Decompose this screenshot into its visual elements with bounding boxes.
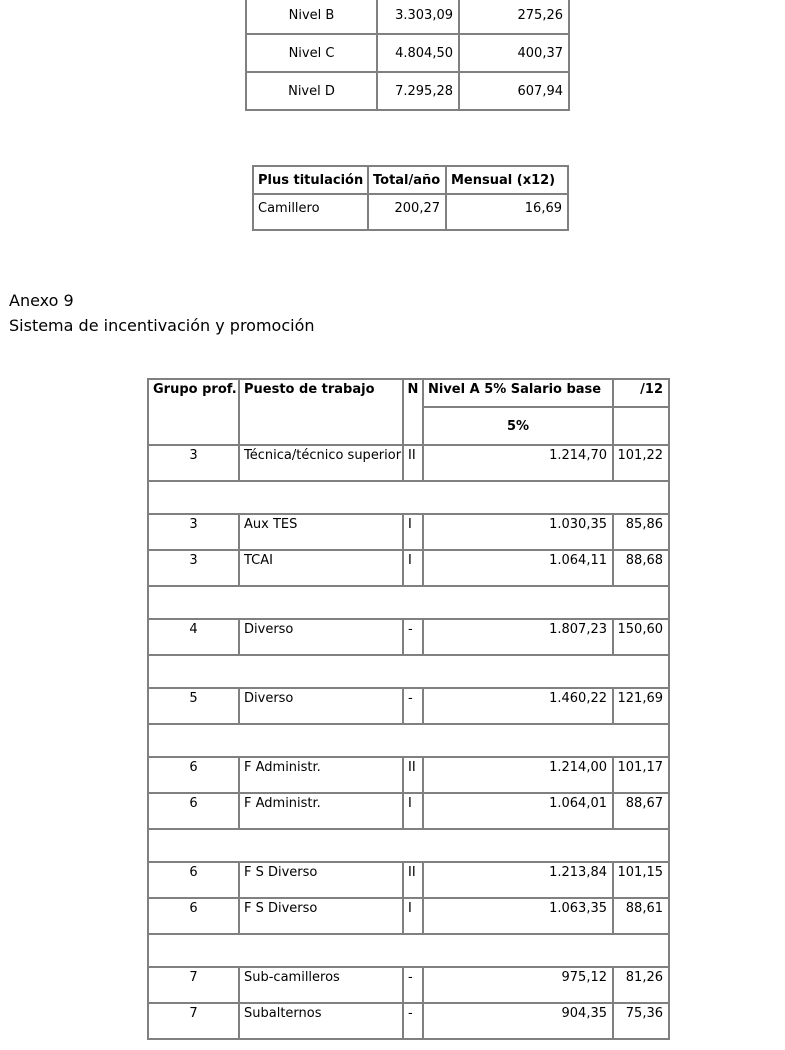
table-row — [148, 550, 669, 586]
table-row — [148, 514, 669, 550]
table-row — [246, 0, 569, 34]
n-cell: - — [403, 688, 423, 724]
spacer-cell — [148, 586, 669, 619]
doceava-cell: 75,36 — [613, 1003, 669, 1039]
salario-cell: 1.030,35 — [423, 514, 613, 550]
total-cell: 3.303,09 — [377, 0, 459, 34]
grupo-cell: 3 — [148, 514, 239, 550]
doceava-cell: 101,17 — [613, 757, 669, 793]
plus-label-cell: Camillero — [253, 194, 368, 230]
n-cell: - — [403, 967, 423, 1003]
doceava-cell: 101,22 — [613, 445, 669, 481]
grupo-cell: 6 — [148, 793, 239, 829]
n-cell: I — [403, 550, 423, 586]
salario-cell: 904,35 — [423, 1003, 613, 1039]
n-cell: II — [403, 445, 423, 481]
doceava-header: /12 — [613, 379, 669, 407]
puesto-cell: Sub-camilleros — [239, 967, 403, 1003]
puesto-cell: Diverso — [239, 619, 403, 655]
nivel-label-cell: Nivel C — [246, 34, 377, 72]
salario-cell: 1.214,70 — [423, 445, 613, 481]
doceava-cell: 150,60 — [613, 619, 669, 655]
spacer-cell — [148, 481, 669, 514]
spacer-row — [148, 655, 669, 688]
pct-subheader: 5% — [423, 407, 613, 445]
spacer-row — [148, 586, 669, 619]
puesto-cell: Técnica/técnico superior — [239, 445, 403, 481]
grupo-cell: 7 — [148, 1003, 239, 1039]
grupo-prof-header: Grupo prof. — [148, 379, 239, 445]
table-row — [148, 1003, 669, 1039]
salario-cell: 975,12 — [423, 967, 613, 1003]
spacer-row — [148, 481, 669, 514]
puesto-trabajo-header: Puesto de trabajo — [239, 379, 403, 445]
table-row — [253, 194, 568, 230]
empty-subheader-cell — [613, 407, 669, 445]
spacer-cell — [148, 934, 669, 967]
grupo-cell: 6 — [148, 757, 239, 793]
n-cell: II — [403, 862, 423, 898]
n-cell: - — [403, 619, 423, 655]
puesto-cell: Aux TES — [239, 514, 403, 550]
anexo-title: Anexo 9 — [9, 291, 74, 310]
doceava-cell: 88,61 — [613, 898, 669, 934]
total-cell: 7.295,28 — [377, 72, 459, 110]
doceava-cell: 88,68 — [613, 550, 669, 586]
n-cell: II — [403, 757, 423, 793]
table-row — [148, 445, 669, 481]
n-header: N — [403, 379, 423, 445]
mensual-cell: 400,37 — [459, 34, 569, 72]
niveles-table — [245, 0, 570, 111]
n-cell: I — [403, 898, 423, 934]
total-cell: 4.804,50 — [377, 34, 459, 72]
doceava-cell: 85,86 — [613, 514, 669, 550]
plus-titulacion-table — [252, 165, 569, 231]
salario-cell: 1.213,84 — [423, 862, 613, 898]
grupo-cell: 3 — [148, 550, 239, 586]
table-row — [148, 619, 669, 655]
spacer-row — [148, 934, 669, 967]
mensual-cell: 607,94 — [459, 72, 569, 110]
salario-cell: 1.063,35 — [423, 898, 613, 934]
incentivos-table — [147, 378, 670, 1040]
doceava-cell: 121,69 — [613, 688, 669, 724]
total-ano-header: Total/año — [368, 166, 446, 194]
n-cell: I — [403, 793, 423, 829]
spacer-row — [148, 724, 669, 757]
table-row — [148, 688, 669, 724]
salario-cell: 1.064,11 — [423, 550, 613, 586]
puesto-cell: TCAI — [239, 550, 403, 586]
spacer-row — [148, 829, 669, 862]
nivel-label-cell: Nivel D — [246, 72, 377, 110]
header-row — [253, 166, 568, 194]
n-cell: - — [403, 1003, 423, 1039]
mensual-cell: 16,69 — [446, 194, 568, 230]
grupo-cell: 6 — [148, 898, 239, 934]
n-cell: I — [403, 514, 423, 550]
header-row — [148, 379, 669, 407]
table-row — [148, 862, 669, 898]
grupo-cell: 3 — [148, 445, 239, 481]
spacer-cell — [148, 655, 669, 688]
salario-cell: 1.807,23 — [423, 619, 613, 655]
puesto-cell: F Administr. — [239, 757, 403, 793]
salario-cell: 1.214,00 — [423, 757, 613, 793]
spacer-cell — [148, 829, 669, 862]
salario-cell: 1.064,01 — [423, 793, 613, 829]
nivel-a-salario-header: Nivel A 5% Salario base — [423, 379, 613, 407]
mensual-cell: 275,26 — [459, 0, 569, 34]
grupo-cell: 6 — [148, 862, 239, 898]
total-cell: 200,27 — [368, 194, 446, 230]
doceava-cell: 81,26 — [613, 967, 669, 1003]
table-row — [148, 757, 669, 793]
plus-titulacion-header: Plus titulación — [253, 166, 368, 194]
puesto-cell: F Administr. — [239, 793, 403, 829]
anexo-subtitle: Sistema de incentivación y promoción — [9, 316, 315, 335]
puesto-cell: F S Diverso — [239, 898, 403, 934]
grupo-cell: 5 — [148, 688, 239, 724]
mensual-header: Mensual (x12) — [446, 166, 568, 194]
grupo-cell: 7 — [148, 967, 239, 1003]
nivel-label-cell: Nivel B — [246, 0, 377, 34]
table-row — [148, 793, 669, 829]
puesto-cell: F S Diverso — [239, 862, 403, 898]
table-row — [148, 898, 669, 934]
doceava-cell: 88,67 — [613, 793, 669, 829]
table-row — [148, 967, 669, 1003]
spacer-cell — [148, 724, 669, 757]
puesto-cell: Diverso — [239, 688, 403, 724]
grupo-cell: 4 — [148, 619, 239, 655]
doceava-cell: 101,15 — [613, 862, 669, 898]
table-row — [246, 72, 569, 110]
puesto-cell: Subalternos — [239, 1003, 403, 1039]
table-row — [246, 34, 569, 72]
salario-cell: 1.460,22 — [423, 688, 613, 724]
